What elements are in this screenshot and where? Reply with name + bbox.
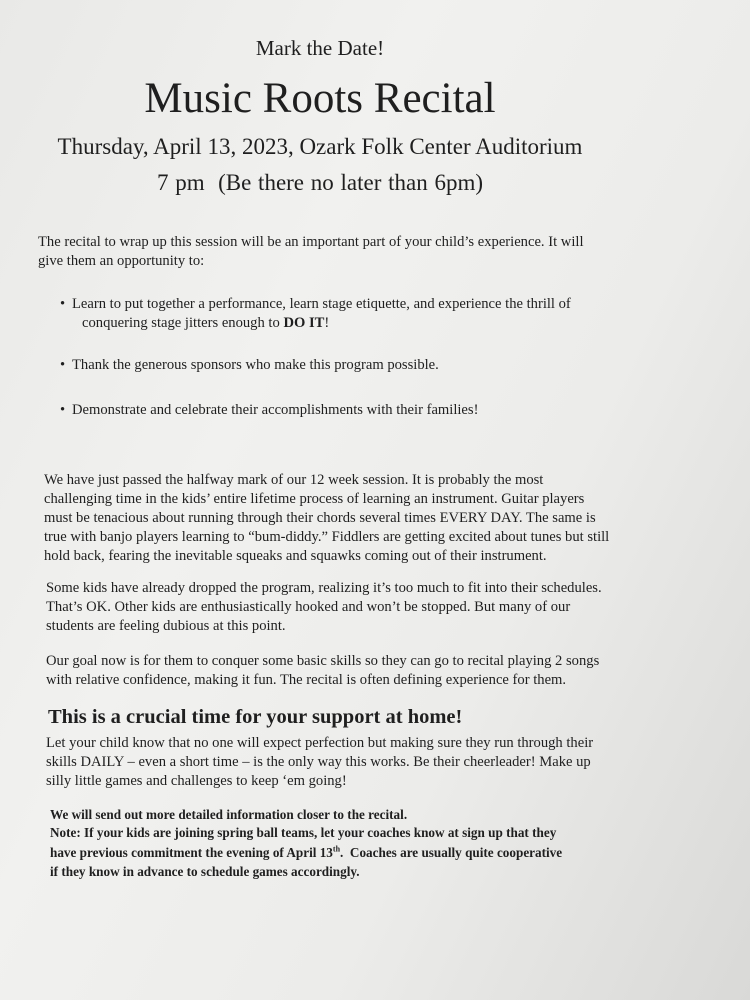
bullet-emphasis: DO IT	[283, 315, 325, 331]
note-text: . Coaches are usually quite cooperative	[340, 844, 563, 860]
bullet-text: Thank the generous sponsors who make this program possible.	[72, 357, 439, 373]
ballteam-note	[50, 823, 610, 882]
page-title: Music Roots Recital	[144, 75, 496, 122]
paragraph-line: silly little games and challenges to keep ‘em going!	[46, 773, 347, 789]
paragraph-line: challenging time in the kids’ entire lifetime process of learning an instrument. Guitar players	[44, 491, 585, 507]
paragraph-line: That’s OK. Other kids are enthusiastically hooked and won’t be stopped. But many of our	[46, 599, 571, 615]
info-note: We will send out more detailed information closer to the recital.	[50, 807, 408, 822]
body-paragraph	[46, 579, 616, 636]
bullet-item	[60, 295, 580, 333]
bullet-text: Learn to put together a performance, learn stage etiquette, and experience the thrill of	[72, 296, 571, 312]
intro-line: give them an opportunity to:	[38, 253, 205, 269]
bullet-dot-icon: •	[60, 357, 66, 373]
bullet-text: !	[324, 315, 330, 331]
paragraph-line: hold back, fearing the inevitable squeaks and squawks coming out of their instrument.	[44, 548, 547, 564]
paragraph-line: must be tenacious about running through their chords several times EVERY DAY. The same is	[44, 510, 596, 526]
bullet-text: conquering stage jitters enough to	[82, 315, 284, 331]
paragraph-line: Our goal now is for them to conquer some basic skills so they can go to recital playing 2 songs	[46, 653, 600, 669]
note-line	[50, 843, 610, 863]
paragraph-line: with relative confidence, making it fun. The recital is often defining experience for them.	[46, 672, 567, 688]
paragraph-line: students are feeling dubious at this point.	[46, 618, 286, 634]
intro-paragraph	[38, 233, 638, 271]
paragraph-line: We have just passed the halfway mark of our 12 week session. It is probably the most	[44, 472, 544, 488]
note-line: Note: If your kids are joining spring ball teams, let your coaches know at sign up that they	[50, 825, 557, 840]
ordinal-suffix: th	[332, 844, 341, 854]
body-paragraph	[44, 471, 614, 566]
event-time: 7 pm (Be there no later than 6pm)	[156, 170, 484, 195]
intro-line: The recital to wrap up this session will be an important part of your child’s experience. It will	[38, 234, 584, 250]
bullet-text: Demonstrate and celebrate their accomplishments with their families!	[72, 402, 479, 418]
bullet-dot-icon: •	[60, 402, 66, 418]
paragraph-line: skills DAILY – even a short time – is the only way this works. Be their cheerleader! Make up	[46, 754, 591, 770]
bullet-item	[60, 356, 580, 375]
bullet-item	[60, 401, 580, 420]
note-text: have previous commitment the evening of April 13	[50, 844, 333, 860]
paragraph-line: Some kids have already dropped the program, realizing it’s too much to fit into their schedules.	[46, 580, 602, 596]
body-paragraph	[46, 652, 616, 690]
paragraph-line: Let your child know that no one will expect perfection but making sure they run through their	[46, 735, 594, 751]
event-dateline: Thursday, April 13, 2023, Ozark Folk Center Auditorium	[57, 134, 583, 159]
support-heading: This is a crucial time for your support at home!	[48, 706, 463, 728]
paragraph-line: true with banjo players learning to “bum-diddy.” Fiddlers are getting excited about tunes but still	[44, 529, 610, 545]
note-line: if they know in advance to schedule games accordingly.	[50, 864, 360, 879]
bullet-dot-icon: •	[60, 296, 66, 312]
support-paragraph	[46, 734, 616, 791]
eyebrow-text: Mark the Date!	[255, 36, 385, 60]
bullet-continuation	[60, 314, 580, 333]
